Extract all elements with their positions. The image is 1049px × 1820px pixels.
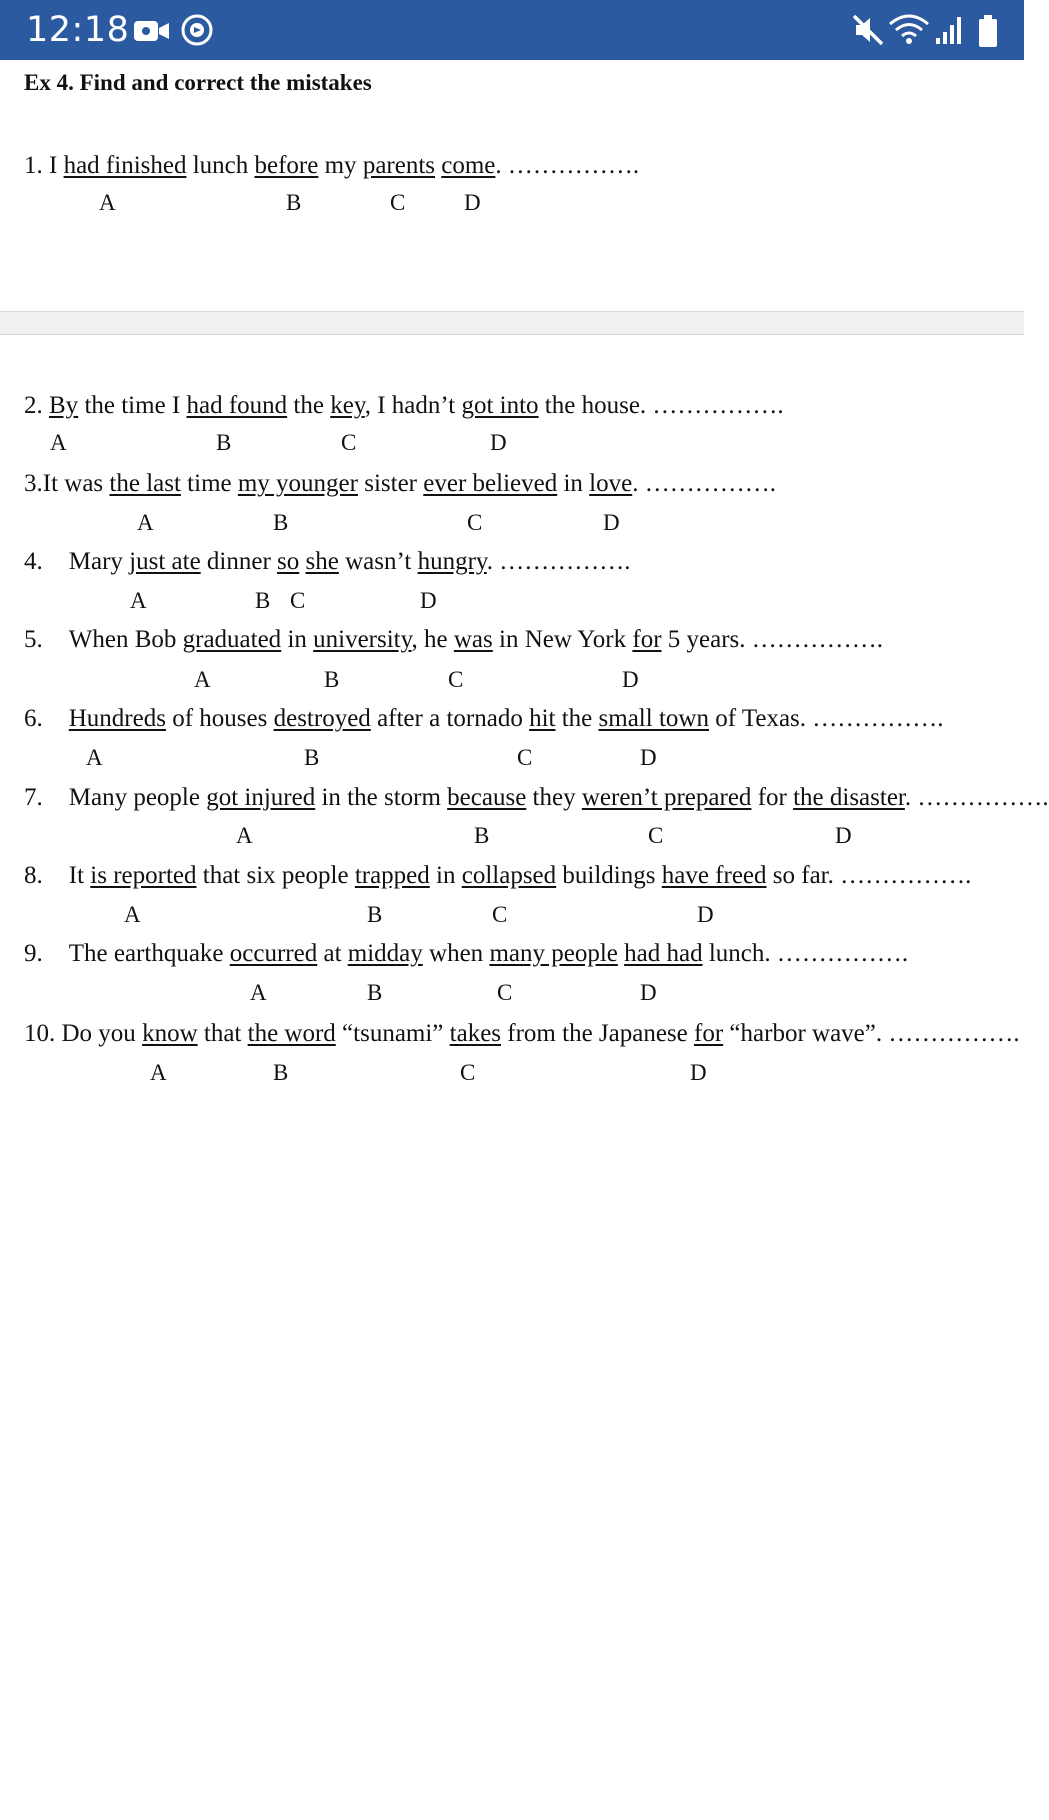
label-a: A bbox=[99, 190, 116, 215]
label-c: C bbox=[290, 588, 306, 613]
page-bottom-border bbox=[0, 334, 1024, 335]
label-b: B bbox=[273, 510, 289, 535]
question-5: 5. When Bob graduated in university, he was in New York for 5 years. ……………. bbox=[24, 626, 884, 653]
label-d: D bbox=[464, 190, 481, 215]
question-10: 10. Do you know that the word “tsunami” takes from the Japanese for “harbor wave”. ……………. bbox=[24, 1020, 1020, 1047]
label-c: C bbox=[341, 430, 357, 455]
answer-blank: ……………. bbox=[840, 862, 972, 889]
label-c: C bbox=[517, 745, 533, 770]
label-b: B bbox=[286, 190, 302, 215]
label-d: D bbox=[603, 510, 620, 535]
signal-icon bbox=[934, 14, 964, 50]
label-c: C bbox=[448, 667, 464, 692]
label-a: A bbox=[130, 588, 147, 613]
label-a: A bbox=[236, 823, 253, 848]
label-c: C bbox=[467, 510, 483, 535]
label-d: D bbox=[622, 667, 639, 692]
answer-blank: ……………. bbox=[917, 784, 1049, 811]
label-b: B bbox=[367, 980, 383, 1005]
label-a: A bbox=[124, 902, 141, 927]
label-b: B bbox=[324, 667, 340, 692]
label-d: D bbox=[640, 745, 657, 770]
label-d: D bbox=[690, 1060, 707, 1085]
label-c: C bbox=[390, 190, 406, 215]
label-d: D bbox=[420, 588, 437, 613]
question-3: 3.It was the last time my younger sister ever believed in love. ……………. bbox=[24, 470, 776, 497]
label-d: D bbox=[490, 430, 507, 455]
answer-blank: ……………. bbox=[644, 470, 776, 497]
label-a: A bbox=[50, 430, 67, 455]
answer-blank: ……………. bbox=[776, 940, 909, 967]
label-b: B bbox=[273, 1060, 289, 1085]
question-4: 4. Mary just ate dinner so she wasn’t hungry. ……………. bbox=[24, 548, 631, 575]
question-1: 1. I had finished lunch before my parents come. ……………. bbox=[24, 152, 640, 179]
video-camera-icon bbox=[133, 18, 171, 48]
page-separator bbox=[0, 312, 1024, 334]
status-bar bbox=[0, 0, 1024, 60]
question-9: 9. The earthquake occurred at midday when many people had had lunch. ……………. bbox=[24, 940, 909, 967]
label-a: A bbox=[150, 1060, 167, 1085]
label-b: B bbox=[304, 745, 320, 770]
label-d: D bbox=[835, 823, 852, 848]
label-c: C bbox=[497, 980, 513, 1005]
label-c: C bbox=[460, 1060, 476, 1085]
label-a: A bbox=[137, 510, 154, 535]
battery-icon bbox=[976, 14, 1000, 52]
mute-icon bbox=[850, 12, 886, 52]
question-2: 2. By the time I had found the key, I hadn’t got into the house. ……………. bbox=[24, 392, 784, 419]
label-a: A bbox=[86, 745, 103, 770]
label-a: A bbox=[250, 980, 267, 1005]
label-b: B bbox=[367, 902, 383, 927]
answer-blank: ……………. bbox=[812, 705, 944, 732]
question-7: 7. Many people got injured in the storm because they weren’t prepared for the disaster. ……………. bbox=[24, 784, 1049, 811]
question-6: 6. Hundreds of houses destroyed after a tornado hit the small town of Texas. ……………. bbox=[24, 705, 944, 732]
label-d: D bbox=[640, 980, 657, 1005]
label-c: C bbox=[648, 823, 664, 848]
label-b: B bbox=[474, 823, 490, 848]
exercise-heading: Ex 4. Find and correct the mistakes bbox=[24, 70, 372, 95]
status-time: 12:18 bbox=[26, 10, 130, 50]
answer-blank: ……………. bbox=[499, 548, 631, 575]
label-b: B bbox=[255, 588, 271, 613]
answer-blank: ……………. bbox=[751, 626, 884, 653]
label-a: A bbox=[194, 667, 211, 692]
sync-icon bbox=[180, 13, 214, 51]
answer-blank: ……………. bbox=[507, 152, 640, 179]
answer-blank: ……………. bbox=[652, 392, 784, 419]
answer-blank: ……………. bbox=[888, 1020, 1020, 1047]
label-c: C bbox=[492, 902, 508, 927]
label-d: D bbox=[697, 902, 714, 927]
question-8: 8. It is reported that six people trapped in collapsed buildings have freed so far. ……………. bbox=[24, 862, 972, 889]
label-b: B bbox=[216, 430, 232, 455]
wifi-icon bbox=[888, 12, 930, 50]
